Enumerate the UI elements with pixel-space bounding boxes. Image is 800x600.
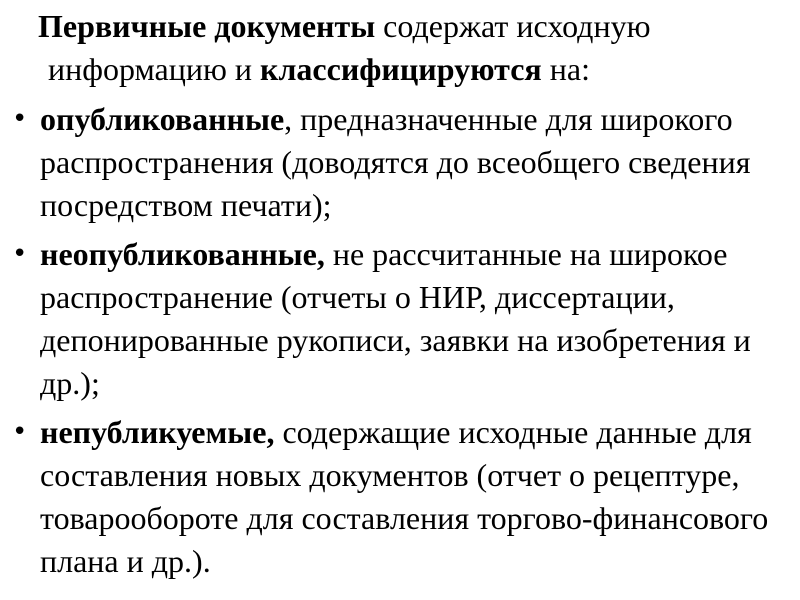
bullet-icon: •	[12, 239, 28, 269]
intro-term: Первичные документы	[38, 8, 376, 44]
item-description: содержащие исходные данные для составления новых документов (отчет о рецептуре, товарообороте для составления торгово-финансового плана и др.).	[40, 414, 769, 579]
item-description: не рассчитанные на широкое распространение (отчеты о НИР, диссертации, депонированные рукописи, заявки на изобретения и др.);	[40, 236, 751, 401]
list-item-non-publishable	[0, 411, 790, 583]
item-term: опубликованные	[40, 101, 285, 137]
bullet-list	[0, 98, 790, 589]
intro-keyword: классифицируются	[260, 51, 542, 87]
item-term: неопубликованные,	[40, 236, 325, 272]
item-term: непубликуемые,	[40, 414, 275, 450]
item-description: , предназначенные для широкого распространения (доводятся до всеобщего сведения посредством печати);	[40, 101, 751, 223]
intro-text: содержат исходную информацию и	[48, 8, 651, 87]
list-item-published	[0, 98, 790, 227]
bullet-icon: •	[12, 104, 28, 134]
intro-text-end: на:	[541, 51, 590, 87]
bullet-icon: •	[12, 417, 28, 447]
list-item-unpublished	[0, 233, 790, 405]
intro-paragraph	[38, 5, 788, 91]
